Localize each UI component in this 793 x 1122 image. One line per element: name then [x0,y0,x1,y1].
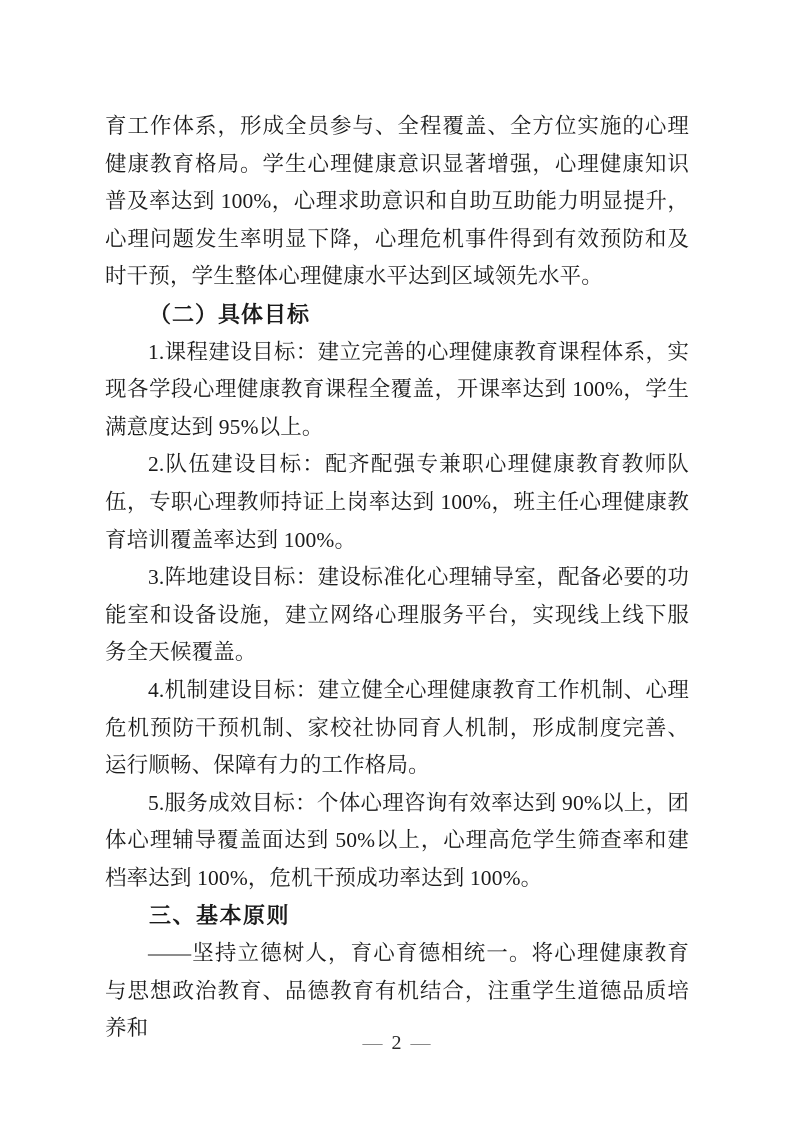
paragraph-goal-team: 2.队伍建设目标：配齐配强专兼职心理健康教育教师队伍，专职心理教师持证上岗率达到 100%，班主任心理健康教育培训覆盖率达到 100%。 [105,452,689,552]
page-footer [0,1031,793,1055]
paragraph-goal-service-effect: 5.服务成效目标：个体心理咨询有效率达到 90%以上，团体心理辅导覆盖面达到 50%以上，心理高危学生筛查率和建档率达到 100%，危机干预成功率达到 100%。 [105,790,689,890]
paragraph-goal-facilities: 3.阵地建设目标：建设标准化心理辅导室，配备必要的功能室和设备设施，建立网络心理服务平台，实现线上线下服务全天候覆盖。 [105,565,689,665]
page-number: 2 [391,1032,402,1054]
heading-basic-principles: 三、基本原则 [149,903,291,929]
paragraph-overall-goal-continuation: 育工作体系，形成全员参与、全程覆盖、全方位实施的心理健康教育格局。学生心理健康意识显著增强，心理健康知识普及率达到 100%，心理求助意识和自助互助能力明显提升，心理问题发生率明显下降，心理危机事件得到有效预防和及时干预，学生整体心理健康水平达到区域领先水平。 [105,114,689,289]
footer-right-dash: — [410,1032,431,1054]
paragraph-goal-curriculum: 1.课程建设目标：建立完善的心理健康教育课程体系，实现各学段心理健康教育课程全覆盖，开课率达到 100%，学生满意度达到 95%以上。 [105,339,689,439]
document-body [105,108,689,1048]
heading-specific-goals: （二）具体目标 [149,301,311,327]
paragraph-principle-moral-education: ——坚持立德树人，育心育德相统一。将心理健康教育与思想政治教育、品德教育有机结合，注重学生道德品质培养和 [105,941,689,1041]
paragraph-goal-mechanism: 4.机制建设目标：建立健全心理健康教育工作机制、心理危机预防干预机制、家校社协同育人机制，形成制度完善、运行顺畅、保障有力的工作格局。 [105,677,689,778]
footer-left-dash: — [362,1032,383,1054]
